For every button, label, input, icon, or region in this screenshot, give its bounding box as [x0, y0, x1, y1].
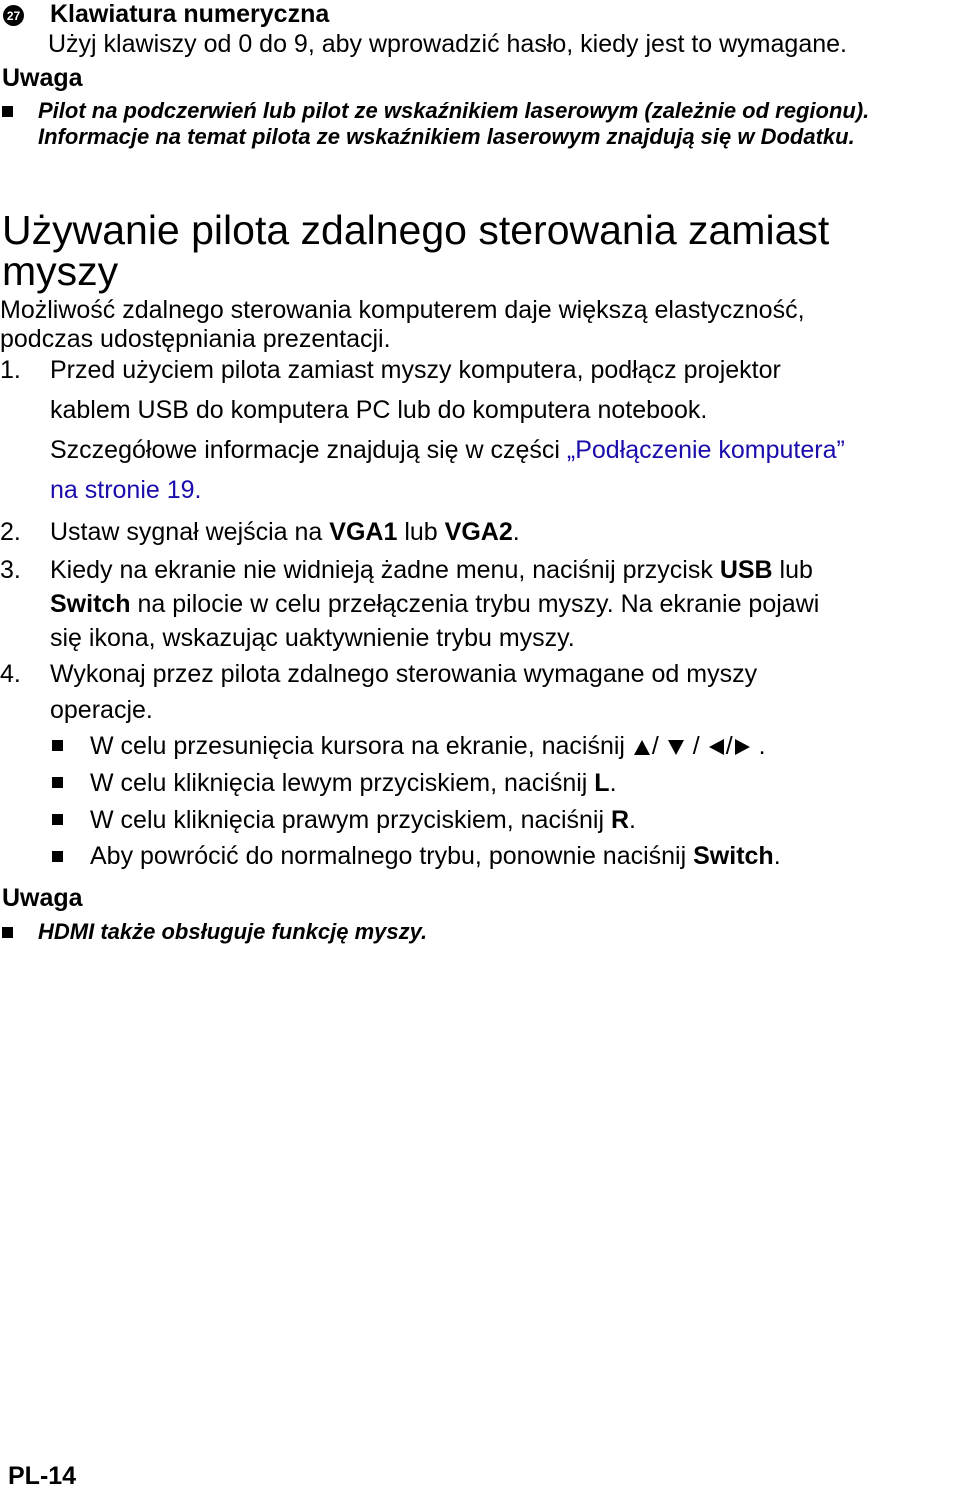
- substep-end: .: [758, 732, 766, 760]
- arrow-down-icon: [668, 740, 684, 755]
- step-text-part: na pilocie w celu przełączenia trybu myszy. Na ekranie pojawi: [130, 590, 820, 618]
- substep-end: .: [609, 769, 617, 797]
- step-text-part: lub: [397, 518, 445, 546]
- section-intro: Możliwość zdalnego sterowania komputerem daje większą elastyczność,: [0, 296, 805, 324]
- step-number: 2.: [0, 518, 21, 546]
- substep-right-click: [90, 806, 636, 835]
- section-intro: podczas udostępniania prezentacji.: [0, 325, 391, 353]
- note-line: Informacje na temat pilota ze wskaźnikiem laserowym znajdują się w Dodatku.: [38, 124, 855, 149]
- note-heading: Uwaga: [2, 64, 83, 92]
- step-reference: [50, 476, 202, 505]
- step-text-part: lub: [772, 556, 813, 584]
- substep-text: W celu kliknięcia lewym przyciskiem, naciśnij: [90, 769, 595, 797]
- input-name: VGA1: [329, 518, 398, 546]
- item-number-badge: [3, 5, 24, 26]
- section-title: Używanie pilota zdalnego sterowania zamiast: [2, 207, 830, 253]
- keypad-title: Klawiatura numeryczna: [50, 0, 330, 28]
- step-text-part: .: [512, 518, 520, 546]
- step-text-part: Kiedy na ekranie nie widnieją żadne menu, naciśnij przycisk: [50, 556, 720, 584]
- step-text: Przed użyciem pilota zamiast myszy komputera, podłącz projektor: [50, 356, 781, 384]
- key-name: USB: [719, 556, 773, 584]
- substep-end: .: [773, 842, 781, 870]
- step-text: się ikona, wskazując uaktywnienie trybu myszy.: [50, 624, 575, 652]
- step-text: operacje.: [50, 696, 153, 724]
- substep-text: Aby powrócić do normalnego trybu, ponownie naciśnij: [90, 842, 694, 870]
- bullet-square-icon: [52, 777, 63, 788]
- arrow-up-icon: [634, 740, 650, 755]
- bullet-square-icon: [52, 814, 63, 825]
- page-link[interactable]: na stronie 19: [50, 476, 195, 504]
- substep-back: [90, 842, 781, 871]
- reference-link[interactable]: „Podłączenie komputera”: [566, 436, 845, 464]
- note-line: HDMI także obsługuje funkcję myszy.: [38, 919, 428, 944]
- key-name: Switch: [50, 590, 131, 618]
- substep-text: W celu przesunięcia kursora na ekranie, naciśnij: [90, 732, 632, 760]
- reference-end: .: [194, 476, 202, 504]
- substep-left-click: [90, 769, 617, 798]
- substep-end: .: [629, 806, 636, 834]
- note-line: Pilot na podczerwień lub pilot ze wskaźnikiem laserowym (zależnie od regionu).: [38, 98, 870, 123]
- step-reference: [50, 436, 845, 465]
- key-name: L: [594, 769, 610, 797]
- keypad-description: Użyj klawiszy od 0 do 9, aby wprowadzić hasło, kiedy jest to wymagane.: [48, 30, 847, 58]
- arrow-right-icon: [735, 739, 750, 755]
- note-heading: Uwaga: [2, 884, 83, 912]
- step-number: 1.: [0, 356, 21, 384]
- step-text: [50, 556, 813, 585]
- bullet-square-icon: [52, 740, 63, 751]
- step-text-part: Ustaw sygnał wejścia na: [50, 518, 330, 546]
- bullet-square-icon: [2, 106, 13, 117]
- section-title: myszy: [2, 248, 119, 294]
- item-number: 27: [6, 8, 21, 23]
- reference-text: Szczegółowe informacje znajdują się w części: [50, 436, 567, 464]
- separator: /: [651, 732, 659, 760]
- substep-text: W celu kliknięcia prawym przyciskiem, naciśnij: [90, 806, 611, 834]
- separator: /: [725, 732, 733, 760]
- bullet-square-icon: [52, 851, 63, 862]
- step-text: [50, 590, 819, 619]
- separator: /: [692, 732, 700, 760]
- key-name: R: [610, 806, 630, 834]
- step-text: [50, 518, 520, 547]
- bullet-square-icon: [2, 927, 13, 938]
- key-name: Switch: [693, 842, 774, 870]
- input-name: VGA2: [444, 518, 513, 546]
- page-number: PL-14: [8, 1462, 77, 1490]
- step-text: kablem USB do komputera PC lub do komputera notebook.: [50, 396, 708, 424]
- substep-move: [90, 732, 766, 761]
- step-number: 3.: [0, 556, 21, 584]
- step-number: 4.: [0, 660, 21, 688]
- step-text: Wykonaj przez pilota zdalnego sterowania wymagane od myszy: [50, 660, 758, 688]
- arrow-left-icon: [709, 739, 724, 755]
